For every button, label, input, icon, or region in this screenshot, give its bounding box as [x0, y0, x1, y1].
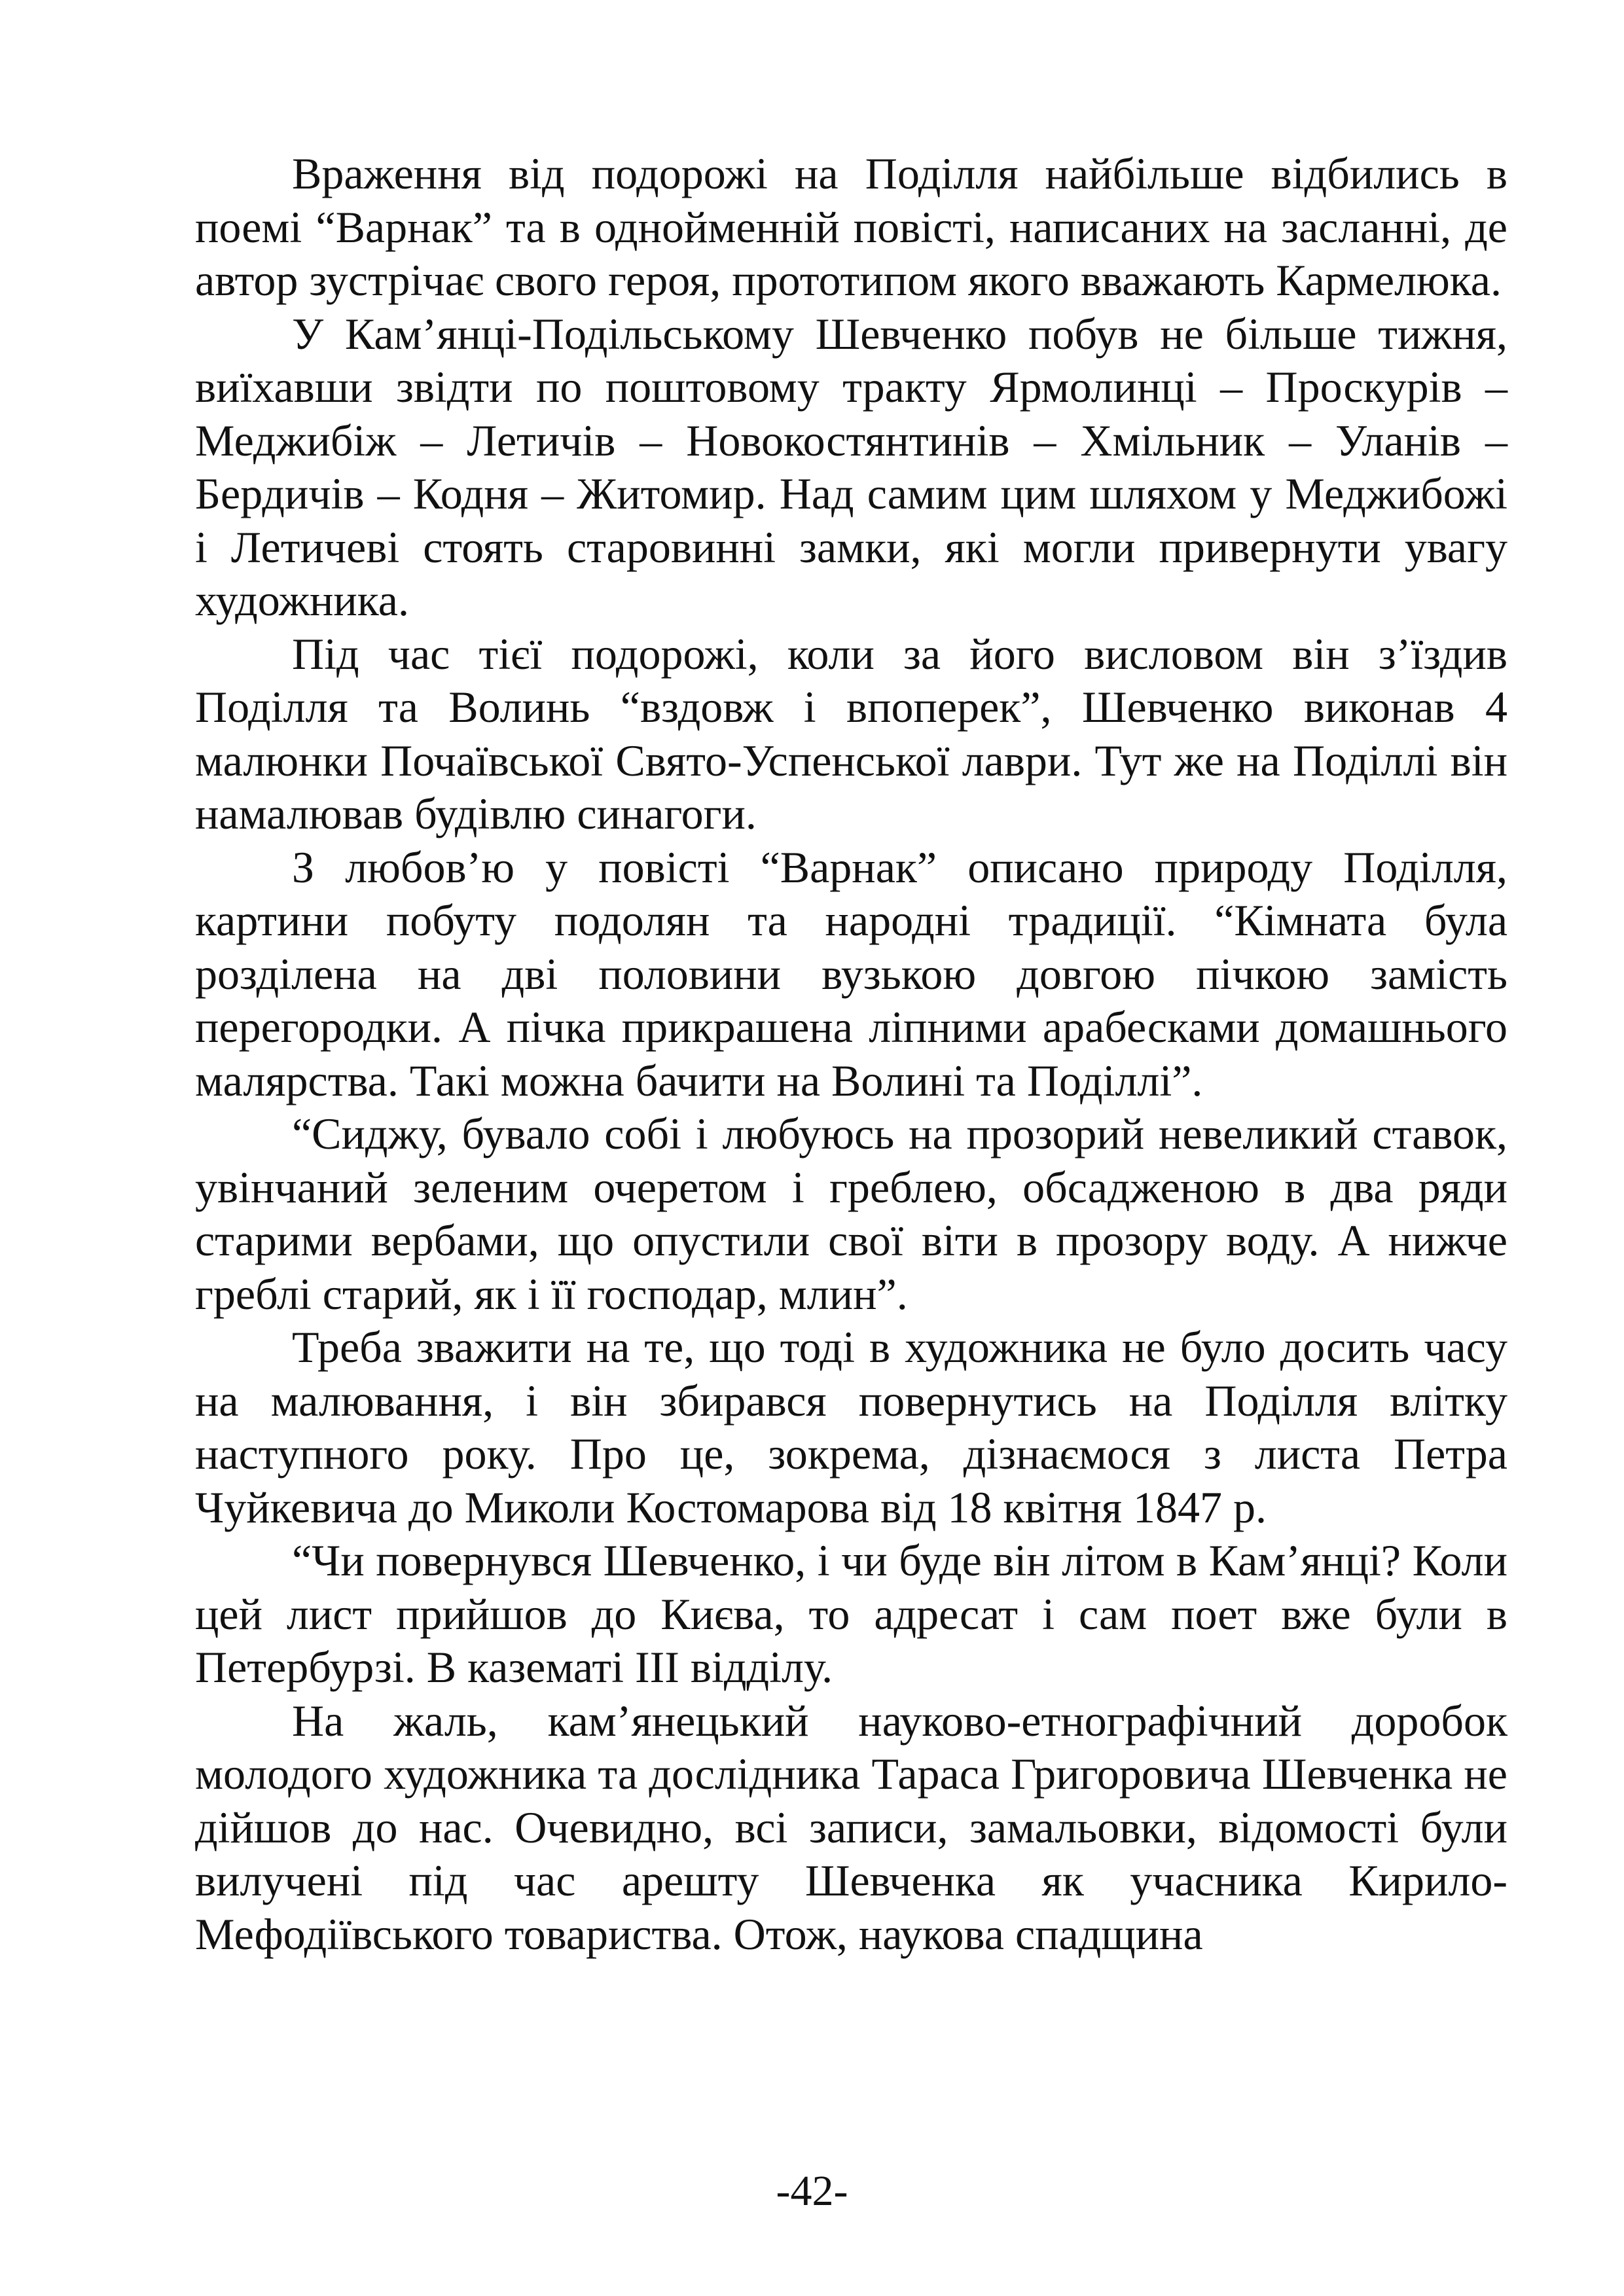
paragraph-4: З любов’ю у повісті “Варнак” описано природу Поділля, картини побуту подолян та народні традиції. “Кімната була розділена на дві половини вузькою довгою пічкою замість перегородки. А пічка прикрашена ліпними арабесками домашнього малярства. Такі можна бачити на Волині та Поділлі”.: [195, 842, 1507, 1105]
paragraph-1: Враження від подорожі на Поділля найбільше відбились в поемі “Варнак” та в однойменній повісті, написаних на засланні, де автор зустрічає свого героя, прототипом якого вважають Кармелюка.: [195, 149, 1507, 305]
paragraph-8: На жаль, кам’янецький науково-етнографічний доробок молодого художника та дослідника Тараса Григоровича Шевченка не дійшов до нас. Очевидно, всі записи, замальовки, відомості були вилучені під час арешту Шевченка як учасника Кирило-Мефодіївського товариства. Отож, наукова спадщина: [195, 1695, 1507, 1959]
paragraph-5: “Сиджу, бувало собі і любуюсь на прозорий невеликий ставок, увінчаний зеленим очеретом і греблею, обсадженою в два ряди старими вербами, що опустили свої віти в прозору воду. А нижче греблі старий, як і її господар, млин”.: [195, 1109, 1507, 1319]
paragraph-7: “Чи повернувся Шевченко, і чи буде він літом в Кам’янці? Коли цей лист прийшов до Києва, то адресат і сам поет вже були в Петербурзі. В казематі ІІІ відділу.: [195, 1535, 1507, 1692]
paragraph-6: Треба зважити на те, що тоді в художника не було досить часу на малювання, і він збирався повернутись на Поділля влітку наступного року. Про це, зокрема, дізнаємося з листа Петра Чуйкевича до Миколи Костомарова від 18 квітня 1847 р.: [195, 1322, 1507, 1532]
page-number: -42-: [776, 2167, 848, 2215]
paragraph-3: Під час тієї подорожі, коли за його висловом він з’їздив Поділля та Волинь “вздовж і впоперек”, Шевченко виконав 4 малюнки Почаївської Свято-Успенської лаври. Тут же на Поділлі він намалював будівлю синагоги.: [195, 628, 1507, 838]
page-body: [195, 147, 1507, 1961]
paragraph-2: У Кам’янці-Подільському Шевченко побув не більше тижня, виїхавши звідти по поштовому тракту Ярмолинці – Проскурів – Меджибіж – Летичів – Новокостянтинів – Хмільник – Уланів – Бердичів – Кодня – Житомир. Над самим цим шляхом у Меджибожі і Летичеві стоять старовинні замки, які могли привернути увагу художника.: [195, 308, 1507, 625]
